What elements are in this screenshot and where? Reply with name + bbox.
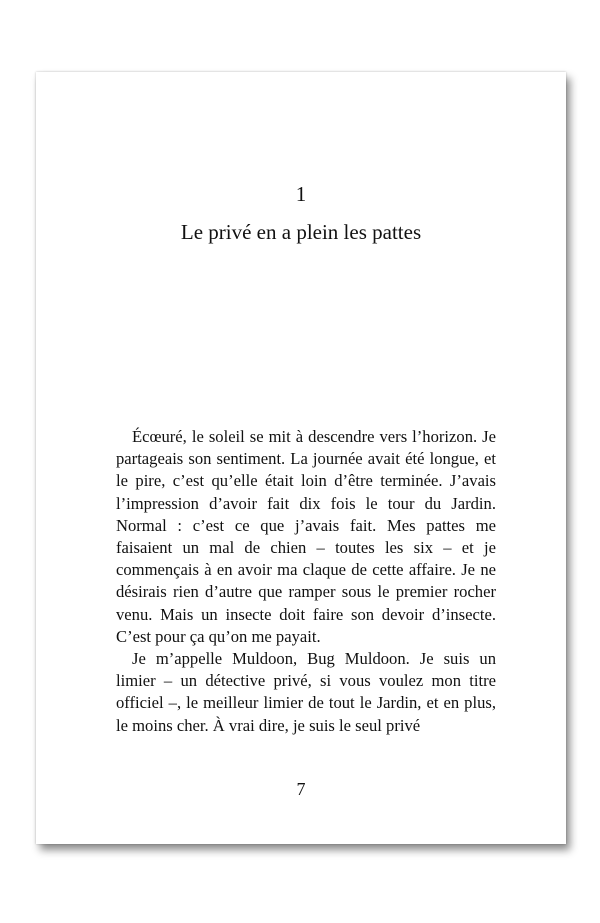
- page-number: 7: [296, 779, 306, 799]
- paragraph: Je m’appelle Muldoon, Bug Muldoon. Je suis un limier – un détective privé, si vous voulez mon titre officiel –, le meilleur limier de tout le Jardin, et en plus, le moins cher. À vrai dire, je suis le seul privé: [116, 649, 496, 735]
- paragraph: Écœuré, le soleil se mit à descendre vers l’horizon. Je partageais son sentiment. La journée avait été longue, et le pire, c’est qu’elle était loin d’être terminée. J’avais l’impression d’avoir fait dix fois le tour du Jardin. Normal : c’est ce que j’avais fait. Mes pattes me faisaient un mal de chien – toutes les six – et je commençais à en avoir ma claque de cette affaire. Je ne désirais rien d’autre que ramper sous le premier rocher venu. Mais un insecte doit faire son devoir d’insecte. C’est pour ça qu’on me payait.: [116, 427, 496, 646]
- book-page: [36, 72, 566, 844]
- chapter-number: 1: [295, 182, 307, 206]
- body-text: [116, 426, 496, 737]
- chapter-title: Le privé en a plein les pattes: [180, 220, 422, 244]
